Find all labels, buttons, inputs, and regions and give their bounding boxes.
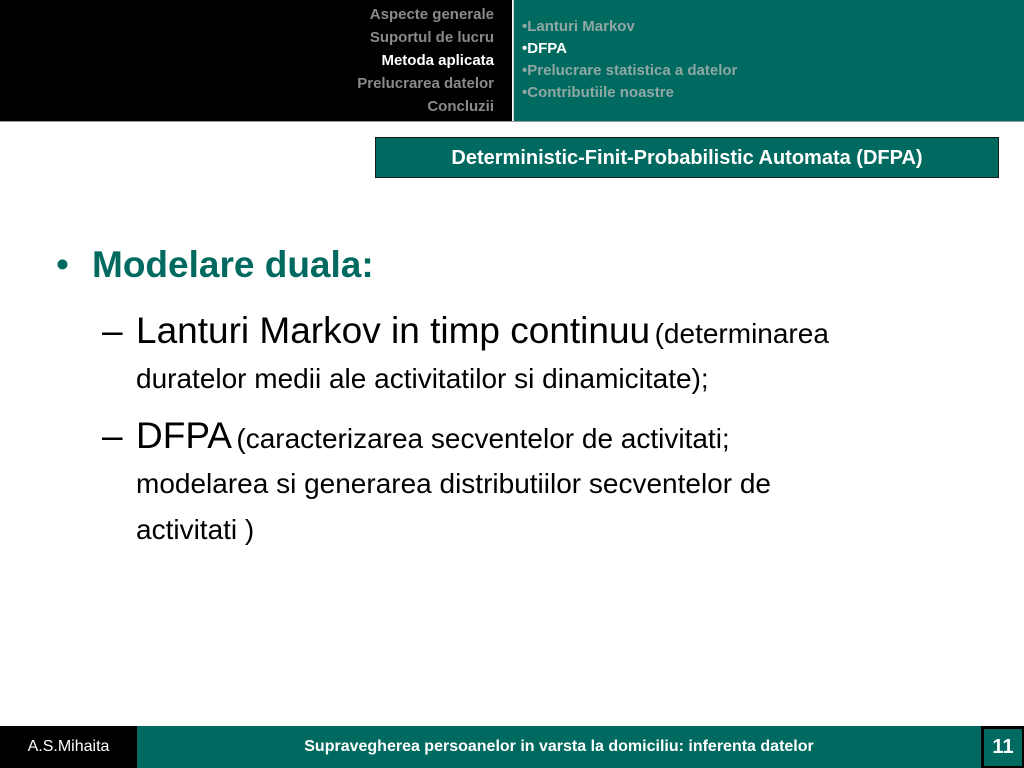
section-nav-list <box>357 3 494 118</box>
section-nav <box>0 0 512 121</box>
subnav-item-dfpa[interactable]: • DFPA <box>522 38 737 60</box>
nav-item-concluzii[interactable]: Concluzii <box>427 98 494 115</box>
slide-title: Deterministic-Finit-Probabilistic Automata (DFPA) <box>375 137 999 178</box>
header-divider <box>0 121 1024 122</box>
subsection-nav <box>513 0 1024 121</box>
subnav-item-prelucrare-statistica[interactable]: • Prelucrare statistica a datelor <box>522 60 737 82</box>
bullet-icon: • <box>56 244 69 285</box>
nav-item-metoda-aplicata[interactable]: Metoda aplicata <box>381 52 494 69</box>
nav-item-suportul-de-lucru[interactable]: Suportul de lucru <box>369 29 494 46</box>
nav-item-aspecte-generale[interactable]: Aspecte generale <box>369 6 494 23</box>
sub-bullet-detail-continued: modelarea si generarea distributiilor secventelor de <box>136 468 772 499</box>
page-number: 11 <box>984 729 1022 766</box>
subnav-item-contributiile-noastre[interactable]: • Contributiile noastre <box>522 82 737 104</box>
dash-icon: – <box>102 415 123 456</box>
subsection-nav-list <box>522 16 737 104</box>
dash-icon: – <box>102 310 123 351</box>
subnav-item-lanturi-markov[interactable]: • Lanturi Markov <box>522 16 737 38</box>
sub-bullet-heading: DFPA <box>136 415 232 456</box>
sub-bullet-heading: Lanturi Markov in timp continuu <box>136 310 651 351</box>
footer-author: A.S.Mihaita <box>0 726 137 768</box>
sub-bullet-detail: (caracterizarea secventelor de activitati; <box>236 423 730 454</box>
header <box>0 0 1024 122</box>
sub-bullet-detail-continued: duratelor medii ale activitatilor si dinamicitate); <box>136 363 709 394</box>
main-bullet-text: Modelare duala: <box>92 244 374 285</box>
sub-bullet-detail-end: activitati ) <box>136 514 255 545</box>
sub-bullet-content <box>136 411 986 553</box>
sub-bullet-content <box>136 306 986 402</box>
footer-topic: Supravegherea persoanelor in varsta la domiciliu: inferenta datelor <box>137 726 981 768</box>
nav-item-prelucrarea-datelor[interactable]: Prelucrarea datelor <box>357 75 494 92</box>
sub-bullet-detail: (determinarea <box>654 318 829 349</box>
